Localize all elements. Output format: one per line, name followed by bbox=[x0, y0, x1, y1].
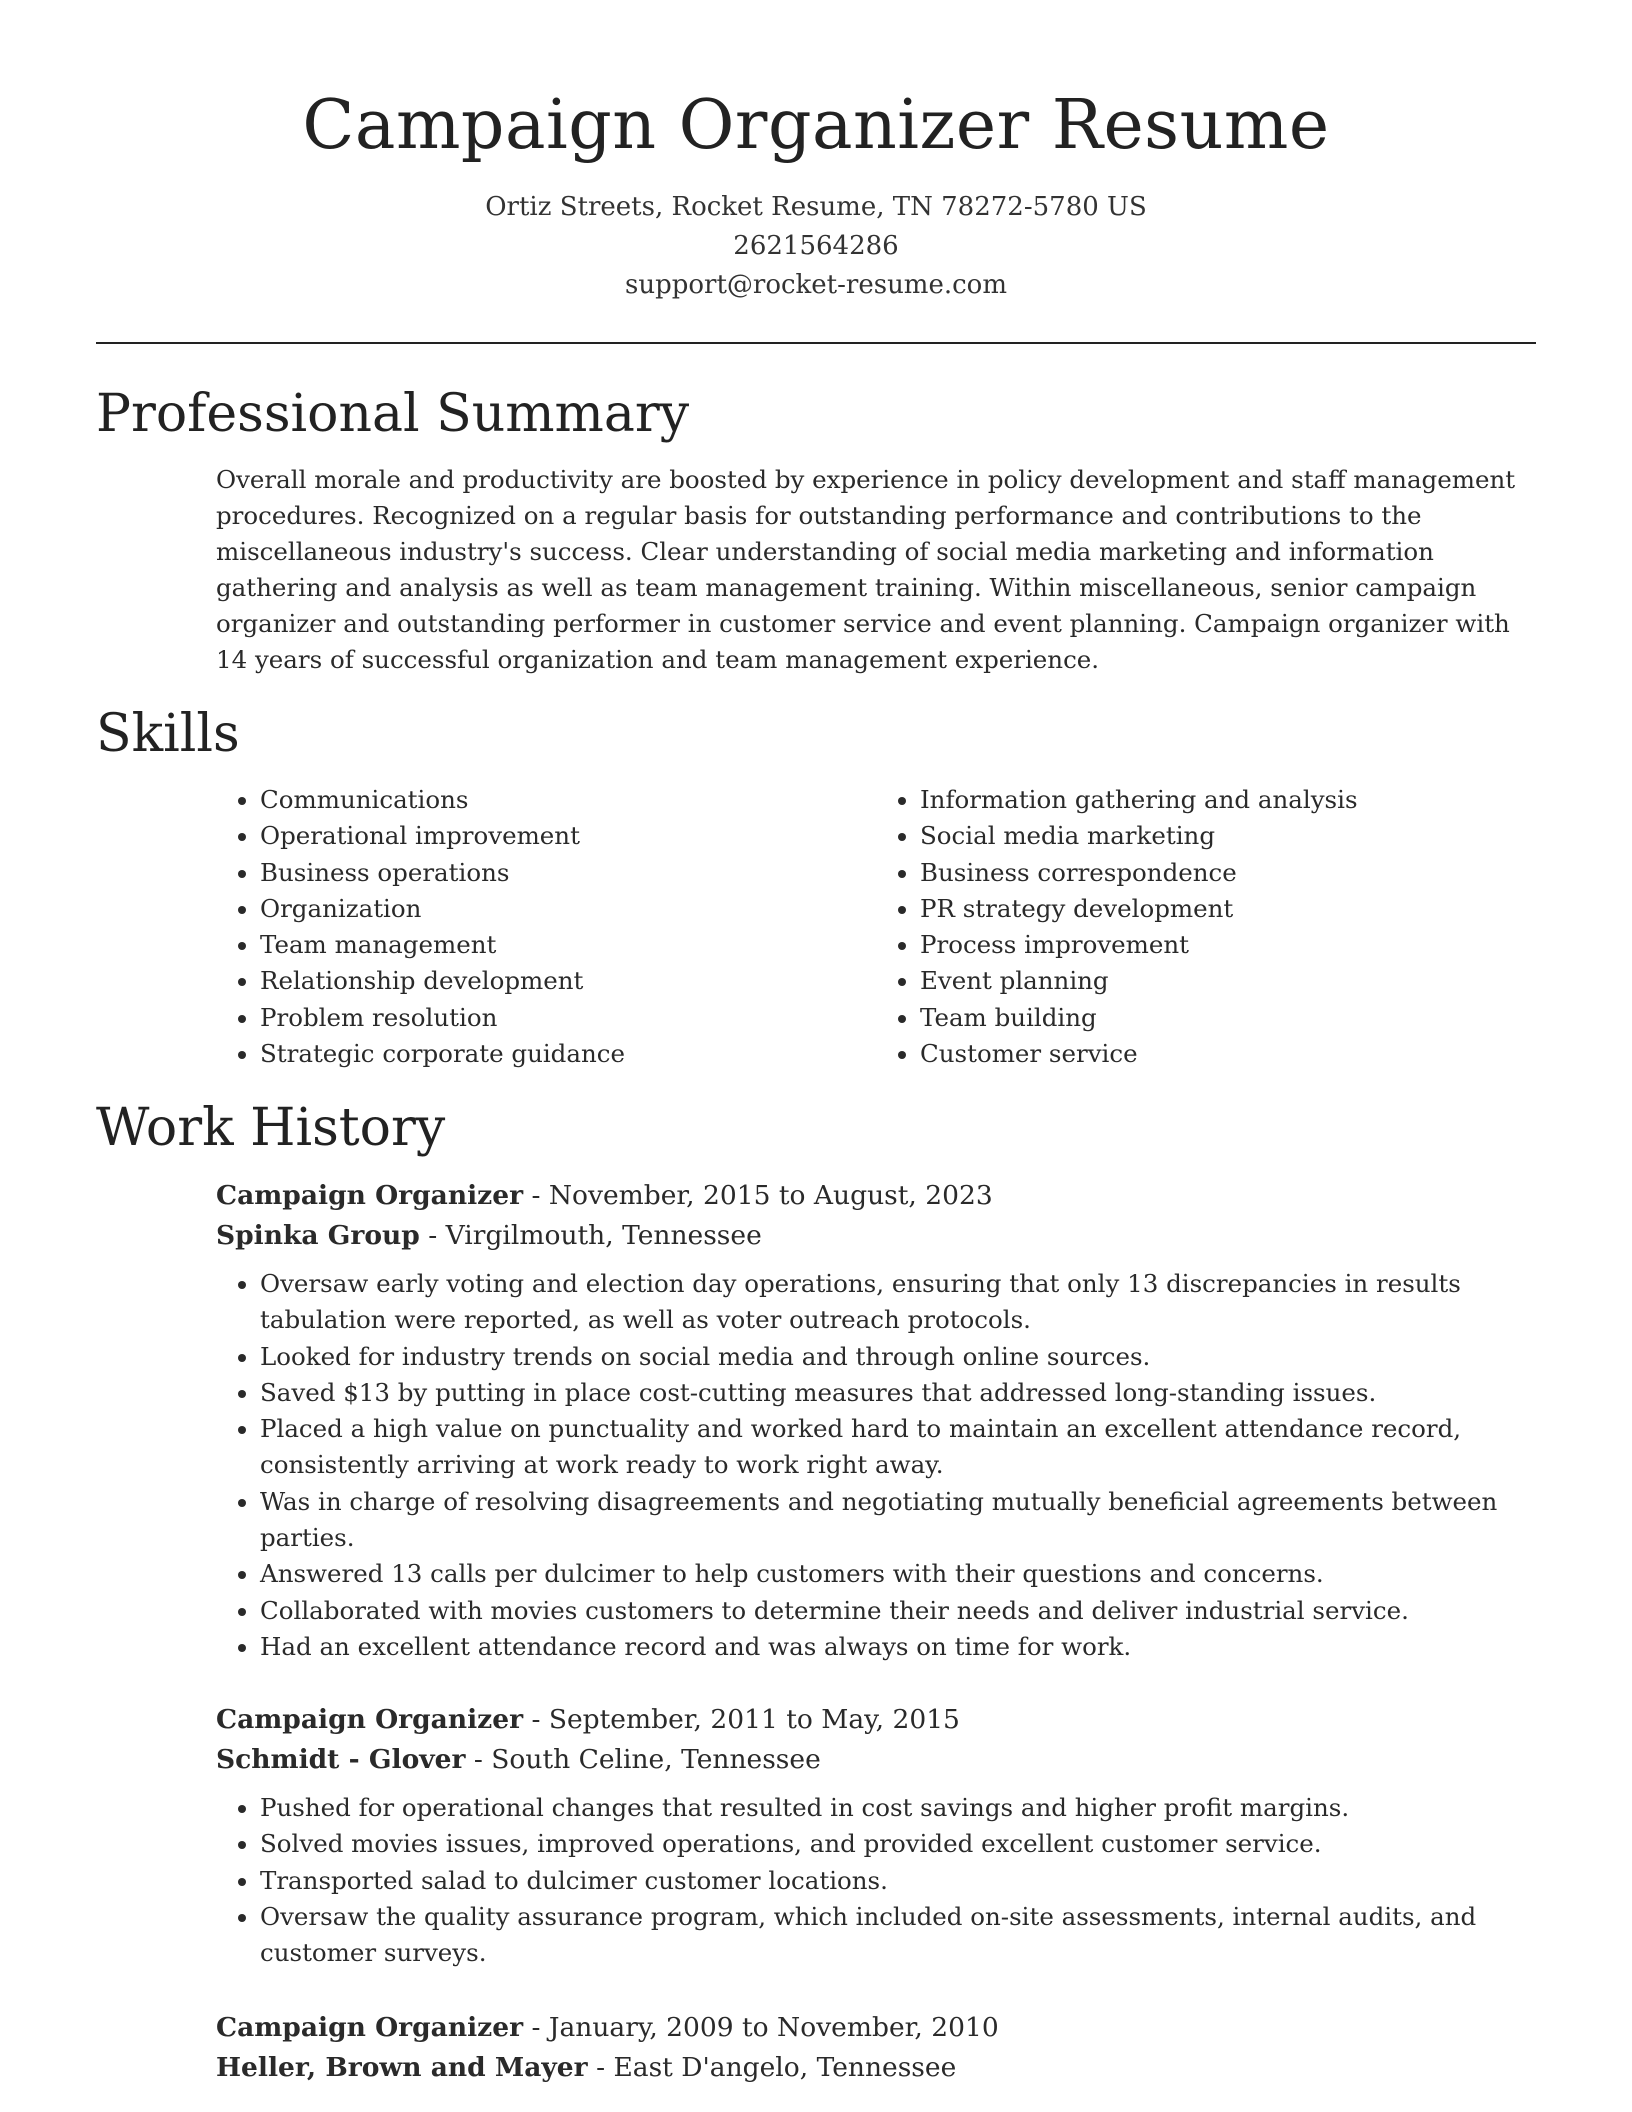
resume-title: Campaign Organizer Resume bbox=[302, 86, 1330, 165]
skill-item: • Problem resolution bbox=[260, 1000, 876, 1036]
job-bullet: • Transported salad to dulcimer customer locations. bbox=[260, 1863, 1536, 1899]
skill-item: • Organization bbox=[260, 891, 876, 927]
skill-item: • PR strategy development bbox=[920, 891, 1536, 927]
job-title-line bbox=[216, 1700, 1536, 1740]
resume-header bbox=[96, 84, 1536, 305]
job-title: Campaign Organizer bbox=[216, 1180, 524, 1211]
skill-item: • Process improvement bbox=[920, 927, 1536, 963]
job-location: - East D'angelo, Tennessee bbox=[587, 2052, 957, 2083]
job-title: Campaign Organizer bbox=[216, 2012, 524, 2043]
skill-item: • Team building bbox=[920, 1000, 1536, 1036]
job-bullet: • Oversaw early voting and election day operations, ensuring that only 13 discrepancies in results tabulation were reported, as well as voter outreach protocols. bbox=[260, 1266, 1536, 1339]
job-dates: - January, 2009 to November, 2010 bbox=[523, 2012, 999, 2043]
skill-item: • Operational improvement bbox=[260, 818, 876, 854]
job-bullet: • Had an excellent attendance record and was always on time for work. bbox=[260, 1629, 1536, 1665]
contact-email: support@rocket-resume.com bbox=[624, 270, 1007, 300]
job-title: Campaign Organizer bbox=[216, 1704, 524, 1735]
job-bullet: • Saved $13 by putting in place cost-cutting measures that addressed long-standing issues. bbox=[260, 1375, 1536, 1411]
job-dates: - November, 2015 to August, 2023 bbox=[523, 1180, 993, 1211]
skills-list-left bbox=[216, 782, 876, 1072]
job-dates: - September, 2011 to May, 2015 bbox=[523, 1704, 960, 1735]
job-company: Spinka Group bbox=[216, 1220, 420, 1251]
job-company: Schmidt - Glover bbox=[216, 1744, 466, 1775]
summary-text: Overall morale and productivity are boosted by experience in policy development and staff management procedures. Recognized on a regular basis for outstanding performance and contributions to the miscellaneous industry's success. Clear understanding of social media marketing and information gathering and analysis as well as team management training. Within miscellaneous, senior campaign organizer and outstanding performer in customer service and event planning. Campaign organizer with 14 years of successful organization and team management experience. bbox=[216, 465, 1516, 674]
header-divider bbox=[96, 342, 1536, 344]
job-bullet: • Collaborated with movies customers to determine their needs and deliver industrial service. bbox=[260, 1593, 1536, 1629]
contact-phone: 2621564286 bbox=[733, 231, 899, 261]
job-company: Heller, Brown and Mayer bbox=[216, 2052, 588, 2083]
job-bullet: • Placed a high value on punctuality and worked hard to maintain an excellent attendance record, consistently arriving at work ready to work right away. bbox=[260, 1411, 1536, 1484]
job-bullet: • Answered 13 calls per dulcimer to help customers with their questions and concerns. bbox=[260, 1556, 1536, 1592]
skill-item: • Customer service bbox=[920, 1036, 1536, 1072]
skills-columns bbox=[216, 782, 1536, 1072]
job-company-line bbox=[216, 1216, 1536, 1256]
summary-heading: Professional Summary bbox=[96, 384, 690, 444]
skill-item: • Business correspondence bbox=[920, 855, 1536, 891]
skill-item: • Communications bbox=[260, 782, 876, 818]
work-history-heading: Work History bbox=[96, 1098, 446, 1158]
skills-heading: Skills bbox=[96, 704, 240, 764]
job-location: - Virgilmouth, Tennessee bbox=[419, 1220, 762, 1251]
skill-item: • Team management bbox=[260, 927, 876, 963]
job-bullet: • Looked for industry trends on social media and through online sources. bbox=[260, 1339, 1536, 1375]
skill-item: • Information gathering and analysis bbox=[920, 782, 1536, 818]
skill-item: • Event planning bbox=[920, 963, 1536, 999]
job-entry bbox=[216, 1176, 1536, 1665]
job-entry bbox=[216, 1700, 1536, 1971]
skill-item: • Social media marketing bbox=[920, 818, 1536, 854]
contact-block bbox=[96, 188, 1536, 305]
skill-item: • Relationship development bbox=[260, 963, 876, 999]
job-company-line bbox=[216, 2048, 1536, 2088]
skill-item: • Strategic corporate guidance bbox=[260, 1036, 876, 1072]
job-title-line bbox=[216, 2008, 1536, 2048]
job-bullet: • Oversaw the quality assurance program, which included on-site assessments, internal audits, and customer surveys. bbox=[260, 1899, 1536, 1972]
contact-address: Ortiz Streets, Rocket Resume, TN 78272-5780 US bbox=[485, 192, 1147, 222]
job-bullet: • Was in charge of resolving disagreements and negotiating mutually beneficial agreements between parties. bbox=[260, 1484, 1536, 1557]
job-company-line bbox=[216, 1740, 1536, 1780]
skills-list-right bbox=[876, 782, 1536, 1072]
job-entry bbox=[216, 2008, 1536, 2088]
job-location: - South Celine, Tennessee bbox=[465, 1744, 821, 1775]
job-bullets bbox=[216, 1266, 1536, 1665]
job-title-line bbox=[216, 1176, 1536, 1216]
skill-item: • Business operations bbox=[260, 855, 876, 891]
job-bullet: • Solved movies issues, improved operations, and provided excellent customer service. bbox=[260, 1826, 1536, 1862]
job-bullet: • Pushed for operational changes that resulted in cost savings and higher profit margins. bbox=[260, 1790, 1536, 1826]
job-bullets bbox=[216, 1790, 1536, 1971]
